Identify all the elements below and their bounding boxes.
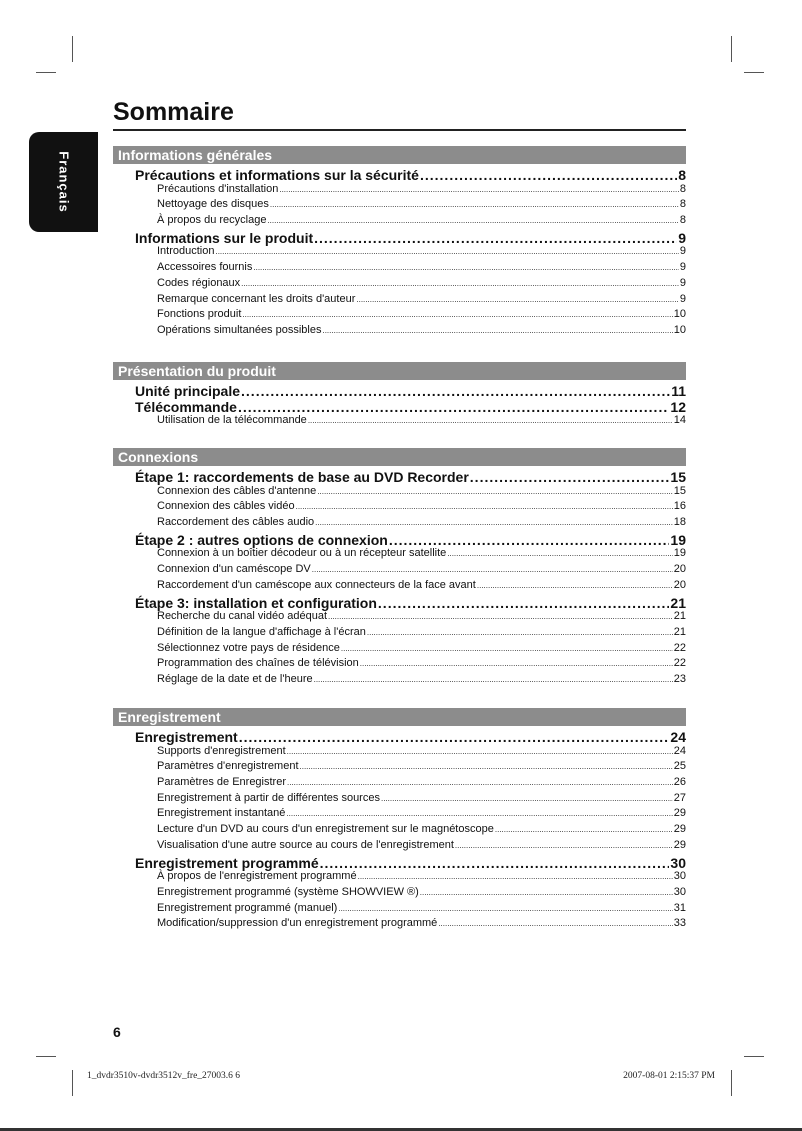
dot-leader — [317, 487, 672, 496]
toc-entry-page: 20 — [673, 563, 686, 576]
toc-entry-label: Raccordement des câbles audio — [157, 516, 315, 529]
toc-section — [113, 708, 686, 933]
toc-entry-label: Précautions et informations sur la sécurité — [135, 167, 419, 183]
toc-entry-page: 30 — [673, 885, 686, 898]
dot-leader — [312, 565, 673, 574]
dot-leader — [279, 185, 679, 194]
toc-entry[interactable] — [113, 807, 686, 823]
dot-leader — [328, 612, 673, 621]
toc-entry-label: À propos du recyclage — [157, 214, 267, 227]
toc-entry-label: Connexion d'un caméscope DV — [157, 563, 311, 576]
toc-entry[interactable] — [113, 917, 686, 933]
toc-entry-label: Codes régionaux — [157, 276, 241, 289]
toc-entry[interactable] — [113, 657, 686, 673]
toc-entry-label: Étape 2 : autres options de connexion — [135, 531, 388, 548]
dot-leader — [438, 919, 672, 928]
toc-entry-page: 26 — [673, 776, 686, 789]
toc-entry-label: Introduction — [157, 245, 215, 258]
dot-leader — [215, 247, 678, 256]
toc-entry[interactable] — [113, 626, 686, 642]
toc-entry[interactable] — [113, 776, 686, 792]
toc-entry-page: 9 — [678, 229, 686, 246]
dot-leader — [338, 904, 672, 913]
toc-entry-page: 9 — [679, 245, 686, 258]
crop-mark — [731, 1070, 732, 1096]
dot-leader — [241, 383, 670, 399]
toc-entry-label: Définition de la langue d'affichage à l'écran — [157, 625, 366, 638]
toc-entry[interactable] — [113, 277, 686, 293]
crop-mark — [36, 72, 56, 73]
toc-entry-page: 16 — [673, 500, 686, 513]
toc-entry[interactable] — [113, 324, 686, 340]
dot-leader — [378, 595, 670, 611]
toc-entry-page: 9 — [679, 261, 686, 274]
dot-leader — [389, 532, 670, 548]
language-tab-label: Français — [56, 151, 71, 213]
toc-entry-label: Paramètres d'enregistrement — [157, 760, 299, 773]
section-heading: Connexions — [113, 448, 686, 466]
toc-entry-page: 10 — [673, 308, 686, 321]
toc-entry-label: Enregistrement programmé — [135, 854, 319, 871]
toc-entry-page: 11 — [671, 383, 686, 399]
dot-leader — [495, 825, 673, 834]
toc-entry[interactable] — [113, 579, 686, 595]
dot-leader — [287, 747, 673, 756]
toc-entry[interactable] — [113, 870, 686, 886]
toc-entry-label: Visualisation d'une autre source au cours de l'enregistrement — [157, 838, 454, 851]
toc-entry-page: 19 — [673, 547, 686, 560]
toc-entry-label: Enregistrement programmé (système SHOWVIEW ®) — [157, 885, 419, 898]
toc-entry-page: 25 — [673, 760, 686, 773]
toc-entry[interactable] — [113, 198, 686, 214]
toc-entry[interactable] — [113, 383, 686, 399]
dot-leader — [238, 399, 669, 415]
toc-entry[interactable] — [113, 532, 686, 548]
toc-entry-label: Fonctions produit — [157, 308, 242, 321]
section-heading: Présentation du produit — [113, 362, 686, 380]
toc-entry[interactable] — [113, 673, 686, 689]
toc-entry-label: Accessoires fournis — [157, 261, 253, 274]
toc-entry[interactable] — [113, 214, 686, 230]
toc-entry-label: Raccordement d'un caméscope aux connecteurs de la face avant — [157, 578, 476, 591]
toc-entry[interactable] — [113, 839, 686, 855]
toc-entry-page: 14 — [673, 414, 686, 427]
toc-entry-label: Utilisation de la télécommande — [157, 414, 307, 427]
toc-entry[interactable] — [113, 500, 686, 516]
footer-file: 1_dvdr3510v-dvdr3512v_fre_27003.6 6 — [87, 1071, 241, 1081]
toc-entry[interactable] — [113, 563, 686, 579]
dot-leader — [320, 855, 670, 871]
toc-entry[interactable] — [113, 183, 686, 199]
toc-entry-label: Télécommande — [135, 398, 237, 415]
dot-leader — [314, 675, 673, 684]
toc-entry-label: Étape 3: installation et configuration — [135, 594, 377, 611]
toc-entry-label: Remarque concernant les droits d'auteur — [157, 292, 356, 305]
crop-mark — [36, 1056, 56, 1057]
section-heading: Enregistrement — [113, 708, 686, 726]
dot-leader — [381, 794, 673, 803]
toc-entry-page: 8 — [679, 214, 686, 227]
dot-leader — [287, 778, 673, 787]
toc-entry-label: Nettoyage des disques — [157, 198, 269, 211]
toc-section — [113, 146, 686, 340]
toc-section — [113, 448, 686, 689]
toc-entry[interactable] — [113, 245, 686, 261]
dot-leader — [341, 644, 673, 653]
toc-entry[interactable] — [113, 261, 686, 277]
dot-leader — [296, 502, 673, 511]
toc-entry-label: Modification/suppression d'un enregistrement programmé — [157, 917, 438, 930]
toc-entry[interactable] — [113, 485, 686, 501]
dot-leader — [300, 762, 673, 771]
toc-entry[interactable] — [113, 745, 686, 761]
page-title: Sommaire — [113, 98, 234, 126]
dot-leader — [286, 809, 672, 818]
toc-entry-page: 21 — [673, 610, 686, 623]
toc-entry[interactable] — [113, 792, 686, 808]
toc-entry-page: 29 — [673, 838, 686, 851]
dot-leader — [239, 729, 670, 745]
toc-entry[interactable] — [113, 399, 686, 415]
toc-entry-label: À propos de l'enregistrement programmé — [157, 870, 357, 883]
toc-entry-label: Paramètres de Enregistrer — [157, 776, 286, 789]
dot-leader — [367, 628, 673, 637]
toc-section — [113, 362, 686, 430]
dot-leader — [308, 416, 673, 425]
toc-entry-label: Recherche du canal vidéo adéquat — [157, 610, 328, 623]
toc-entry-label: Sélectionnez votre pays de résidence — [157, 641, 340, 654]
dot-leader — [315, 518, 673, 527]
title-rule — [113, 129, 686, 131]
toc-entry-page: 29 — [673, 823, 686, 836]
toc-entry[interactable] — [113, 167, 686, 183]
dot-leader — [241, 279, 679, 288]
toc-entry-page: 9 — [679, 292, 686, 305]
toc-entry-label: Étape 1: raccordements de base au DVD Recorder — [135, 469, 469, 485]
toc-entry[interactable] — [113, 469, 686, 485]
dot-leader — [242, 310, 672, 319]
dot-leader — [358, 872, 673, 881]
dot-leader — [477, 581, 673, 590]
toc-entry-page: 21 — [673, 625, 686, 638]
toc-entry-label: Enregistrement instantané — [157, 807, 286, 820]
toc-entry[interactable] — [113, 308, 686, 324]
toc-entry-label: Enregistrement programmé (manuel) — [157, 901, 338, 914]
language-tab — [29, 132, 98, 232]
toc-entry-page: 30 — [670, 854, 686, 871]
toc-entry[interactable] — [113, 823, 686, 839]
toc-entry[interactable] — [113, 610, 686, 626]
toc-entry-page: 22 — [673, 641, 686, 654]
toc-entry[interactable] — [113, 886, 686, 902]
toc-entry-page: 33 — [673, 917, 686, 930]
toc-entry-label: Programmation des chaînes de télévision — [157, 657, 359, 670]
dot-leader — [253, 263, 679, 272]
toc-entry-label: Informations sur le produit — [135, 229, 314, 246]
toc-entry[interactable] — [113, 414, 686, 430]
dot-leader — [267, 216, 678, 225]
toc-entry-label: Réglage de la date et de l'heure — [157, 672, 313, 685]
toc-entry-label: Connexion des câbles d'antenne — [157, 484, 317, 497]
toc-entry[interactable] — [113, 516, 686, 532]
toc-entry-page: 9 — [679, 276, 686, 289]
toc-entry[interactable] — [113, 547, 686, 563]
dot-leader — [356, 295, 678, 304]
toc-entry-label: Enregistrement — [135, 729, 238, 745]
toc-entry-page: 8 — [678, 167, 686, 183]
crop-mark — [72, 1070, 73, 1096]
dot-leader — [420, 888, 673, 897]
toc-entry[interactable] — [113, 595, 686, 611]
toc-entry-page: 22 — [673, 657, 686, 670]
toc-entry-label: Enregistrement à partir de différentes sources — [157, 791, 380, 804]
toc-entry[interactable] — [113, 760, 686, 776]
toc-entry[interactable] — [113, 855, 686, 871]
dot-leader — [447, 549, 673, 558]
toc-entry-page: 27 — [673, 791, 686, 804]
dot-leader — [470, 469, 670, 485]
crop-mark — [744, 1056, 764, 1057]
toc-entry-page: 19 — [670, 531, 686, 548]
toc-entry-page: 23 — [673, 672, 686, 685]
dot-leader — [314, 230, 677, 246]
toc-entry[interactable] — [113, 902, 686, 918]
toc-entry-page: 31 — [673, 901, 686, 914]
toc-entry-page: 10 — [673, 323, 686, 336]
dot-leader — [455, 841, 673, 850]
footer-timestamp: 2007-08-01 2:15:37 PM — [623, 1071, 715, 1081]
dot-leader — [420, 167, 677, 183]
toc-entry-page: 24 — [670, 729, 686, 745]
toc-entry-label: Connexion à un boîtier décodeur ou à un récepteur satellite — [157, 547, 447, 560]
toc-entry-label: Connexion des câbles vidéo — [157, 500, 295, 513]
toc-entry-page: 12 — [670, 398, 686, 415]
toc-entry[interactable] — [113, 230, 686, 246]
toc-entry-page: 8 — [679, 182, 686, 195]
toc-entry-label: Supports d'enregistrement — [157, 744, 286, 757]
crop-mark — [744, 72, 764, 73]
toc-entry-label: Précautions d'installation — [157, 182, 279, 195]
toc-entry[interactable] — [113, 729, 686, 745]
crop-mark — [72, 36, 73, 62]
toc-entry-page: 18 — [673, 516, 686, 529]
toc-entry-page: 30 — [673, 870, 686, 883]
toc-entry-page: 15 — [673, 484, 686, 497]
crop-mark — [731, 36, 732, 62]
toc-entry[interactable] — [113, 642, 686, 658]
toc-entry-label: Lecture d'un DVD au cours d'un enregistrement sur le magnétoscope — [157, 823, 494, 836]
toc-entry-page: 21 — [670, 594, 686, 611]
section-heading: Informations générales — [113, 146, 686, 164]
dot-leader — [322, 326, 672, 335]
dot-leader — [270, 200, 679, 209]
toc-entry-page: 15 — [670, 469, 686, 485]
toc-entry-page: 20 — [673, 578, 686, 591]
toc-entry-page: 29 — [673, 807, 686, 820]
toc-entry[interactable] — [113, 293, 686, 309]
toc-entry-page: 24 — [673, 744, 686, 757]
dot-leader — [360, 659, 673, 668]
toc-entry-page: 8 — [679, 198, 686, 211]
page-number: 6 — [113, 1024, 121, 1040]
toc-entry-label: Opérations simultanées possibles — [157, 323, 322, 336]
toc-entry-label: Unité principale — [135, 383, 241, 399]
